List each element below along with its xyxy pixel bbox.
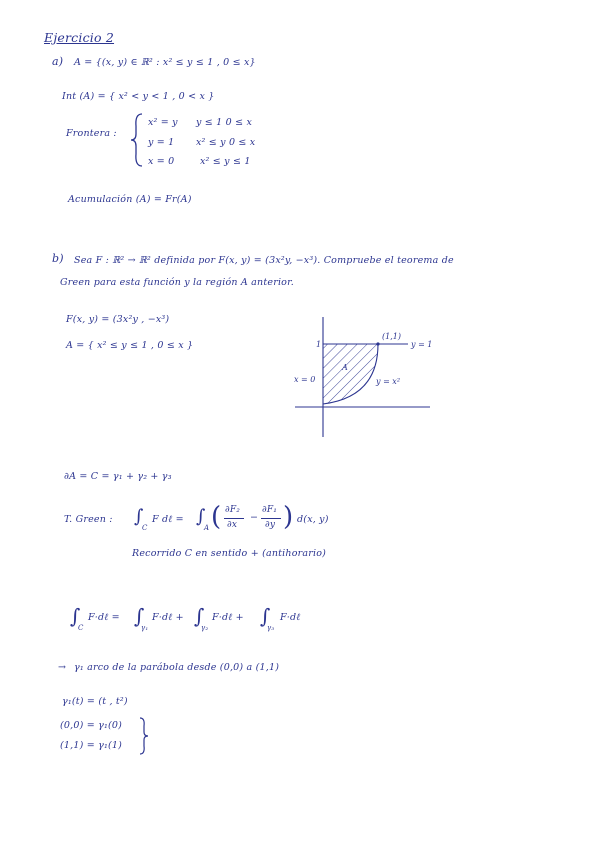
green-lhs-sub: C [142,524,148,532]
acumulacion: Acumulación (A) = Fr(A) [68,194,192,205]
line-int-c: ∫ [70,604,81,628]
line-int-1: ∫ [134,604,145,628]
gamma1-bullet: → [58,662,67,673]
green-frac-bar-2 [261,518,281,519]
frontera-row-2-cond: x² ≤ y 0 ≤ x [196,137,256,148]
boundary-decomposition: ∂A = C = γ₁ + γ₂ + γ₃ [64,471,172,482]
frontera-row-2-eq: y = 1 [148,137,175,148]
green-lhs-body: F dℓ = [152,514,184,525]
line-int-2: ∫ [194,604,205,628]
frontera-label: Frontera : [66,128,117,139]
y-one-label: y = 1 [411,340,433,349]
tick-one-label: 1 [316,340,322,349]
frontera-row-3-eq: x = 0 [148,156,175,167]
line-int-2-sub: γ₂ [201,624,209,632]
gamma1-parametrization: γ₁(t) = (t , t²) [62,696,128,707]
line-int-body: F·dℓ = [88,612,120,623]
part-a-label: a) [52,55,64,68]
frontera-brace [130,112,144,168]
line-int-3: ∫ [260,604,271,628]
gamma1-condition-2: (1,1) = γ₁(1) [60,740,123,751]
region-a-definition: A = { x² ≤ y ≤ 1 , 0 ≤ x } [66,340,194,351]
green-minus: − [250,512,259,523]
line-int-c-sub: C [78,624,84,632]
green-den-2: ∂y [265,520,276,530]
green-dxy: d(x, y) [297,514,329,525]
green-rhs-sub: A [204,524,210,532]
part-b-statement-line-2: Green para esta función y la región A anterior. [60,277,295,288]
green-num-2: ∂F₁ [262,505,278,515]
region-hatching [320,340,382,408]
interior-a: Int (A) = { x² < y < 1 , 0 < x } [62,91,215,102]
recorrido-note: Recorrido C en sentido + (antihorario) [132,548,327,559]
line-int-term-1: F·dℓ + [152,612,184,623]
part-b-label: b) [52,252,64,265]
frontera-row-3-cond: x² ≤ y ≤ 1 [200,156,251,167]
part-b-statement-line-1: Sea F : ℝ² → ℝ² definida por F(x, y) = (3x²y, −x³). Compruebe el teorema de [74,255,454,266]
green-label: T. Green : [64,514,113,525]
green-right-paren: ) [283,502,294,532]
gamma1-condition-1: (0,0) = γ₁(0) [60,720,123,731]
green-rhs-integral: ∫ [196,506,206,527]
field-f-definition: F(x, y) = (3x²y , −x³) [66,314,170,325]
point-label: (1,1) [382,332,401,341]
frontera-row-1-cond: y ≤ 1 0 ≤ x [196,117,253,128]
green-left-paren: ( [211,502,222,532]
green-frac-bar-1 [224,518,244,519]
gamma1-brace [138,716,150,756]
set-a-definition: A = {(x, y) ∈ ℝ² : x² ≤ y ≤ 1 , 0 ≤ x} [74,57,256,68]
parabola-label: y = x² [376,377,401,386]
green-lhs-integral: ∫ [134,506,144,527]
frontera-row-1-eq: x² = y [148,117,178,128]
region-label: A [342,363,348,372]
line-int-term-2: F·dℓ + [212,612,244,623]
line-int-3-sub: γ₃ [267,624,275,632]
green-num-1: ∂F₂ [225,505,241,515]
point-one-one [376,342,379,345]
x-zero-label: x = 0 [294,375,316,384]
line-int-term-3: F·dℓ [280,612,301,623]
region-sketch [290,312,450,442]
gamma1-description: γ₁ arco de la parábola desde (0,0) a (1,1) [74,662,280,673]
line-int-1-sub: γ₁ [141,624,149,632]
exercise-title: Ejercicio 2 [44,30,115,45]
green-den-1: ∂x [227,520,238,530]
